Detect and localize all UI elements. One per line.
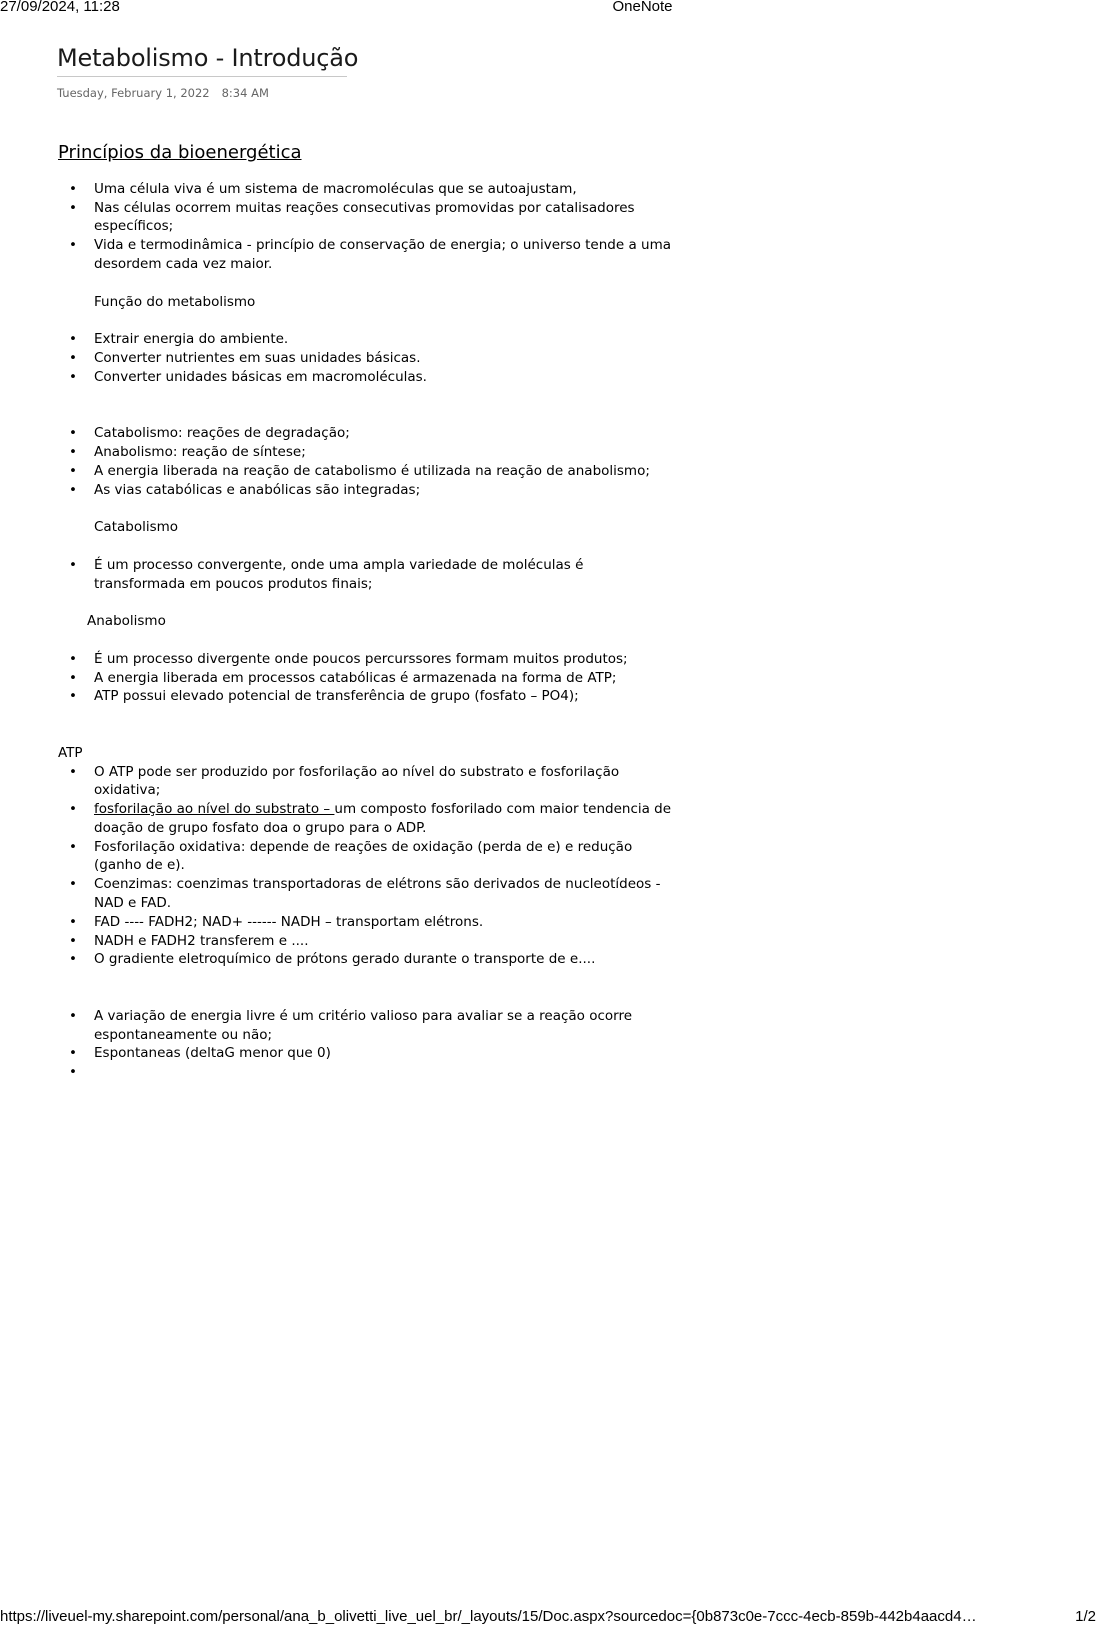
print-header: [0, 0, 1097, 20]
list-funcao: [58, 330, 678, 386]
list-item: • O ATP pode ser produzido por fosforilação ao nível do substrato e fosforilação oxidativa;: [58, 763, 678, 801]
list-anabolismo: [58, 650, 678, 706]
list-item: • Converter nutrientes em suas unidades básicas.: [58, 349, 678, 368]
page-meta: [57, 86, 269, 100]
print-url: https://liveuel-my.sharepoint.com/personal/ana_b_olivetti_live_uel_br/_layouts/15/Doc.aspx?sourcedoc={0b873c0e-7ccc-4ecb-859b-442b4aacd4…: [0, 1609, 977, 1624]
list-item: • É um processo divergente onde poucos percurssores formam muitos produtos;: [58, 650, 678, 669]
list-item: • ATP possui elevado potencial de transferência de grupo (fosfato – PO4);: [58, 687, 678, 706]
atp-label: ATP: [58, 744, 83, 761]
list-principios: [58, 180, 678, 274]
list-item: [58, 1063, 678, 1082]
page-date: Tuesday, February 1, 2022: [57, 86, 210, 100]
list-item: • Coenzimas: coenzimas transportadoras de elétrons são derivados de nucleotídeos - NAD e FAD.: [58, 875, 678, 913]
list-item: • NADH e FADH2 transferem e ....: [58, 932, 678, 951]
list-item: • É um processo convergente, onde uma ampla variedade de moléculas é transformada em poucos produtos finais;: [58, 556, 678, 594]
list-item: • Converter unidades básicas em macromoléculas.: [58, 368, 678, 387]
list-item: • A energia liberada em processos catabólicas é armazenada na forma de ATP;: [58, 669, 678, 688]
list-catabolismo-anabolismo: [58, 424, 678, 499]
list-item: • FAD ---- FADH2; NAD+ ------ NADH – transportam elétrons.: [58, 913, 678, 932]
print-footer: [0, 1609, 1097, 1624]
list-item-text: um composto fosforilado com maior tendencia de doação de grupo fosfato doa o grupo para o ADP.: [94, 801, 672, 836]
list-item: • A energia liberada na reação de catabolismo é utilizada na reação de anabolismo;: [58, 462, 678, 481]
list-catabolismo: [58, 556, 678, 594]
list-item: • Extrair energia do ambiente.: [58, 330, 678, 349]
list-atp: [58, 763, 678, 970]
page-time: 8:34 AM: [221, 86, 269, 100]
list-item: • Vida e termodinâmica - princípio de conservação de energia; o universo tende a uma desordem cada vez maior.: [58, 236, 678, 274]
list-item: • Nas células ocorrem muitas reações consecutivas promovidas por catalisadores específicos;: [58, 199, 678, 237]
list-item: • Anabolismo: reação de síntese;: [58, 443, 678, 462]
list-item: • As vias catabólicas e anabólicas são integradas;: [58, 481, 678, 500]
list-item: • O gradiente eletroquímico de prótons gerado durante o transporte de e....: [58, 950, 678, 969]
list-item: • A variação de energia livre é um critério valioso para avaliar se a reação ocorre espontaneamente ou não;: [58, 1007, 678, 1045]
subhead-anabolismo: Anabolismo: [87, 613, 166, 630]
list-item: [58, 800, 678, 838]
list-item: • Uma célula viva é um sistema de macromoléculas que se autoajustam,: [58, 180, 678, 199]
list-item: • Espontaneas (deltaG menor que 0): [58, 1044, 678, 1063]
print-page-number: 1/2: [1075, 1608, 1096, 1625]
underlined-term: fosforilação ao nível do substrato –: [94, 801, 335, 818]
print-app-name: OneNote: [612, 0, 673, 15]
list-item: • Fosforilação oxidativa: depende de reações de oxidação (perda de e) e redução (ganho de e).: [58, 838, 678, 876]
list-item: • Catabolismo: reações de degradação;: [58, 424, 678, 443]
section-heading: Princípios da bioenergética: [58, 142, 302, 163]
title-divider: [57, 76, 347, 77]
subhead-catabolismo: Catabolismo: [94, 519, 179, 536]
page-title: Metabolismo - Introdução: [57, 44, 359, 72]
note-content: [58, 144, 678, 1082]
list-energia-livre: [58, 1007, 678, 1082]
subhead-funcao: Função do metabolismo: [94, 293, 256, 310]
print-datetime: 27/09/2024, 11:28: [0, 0, 120, 15]
